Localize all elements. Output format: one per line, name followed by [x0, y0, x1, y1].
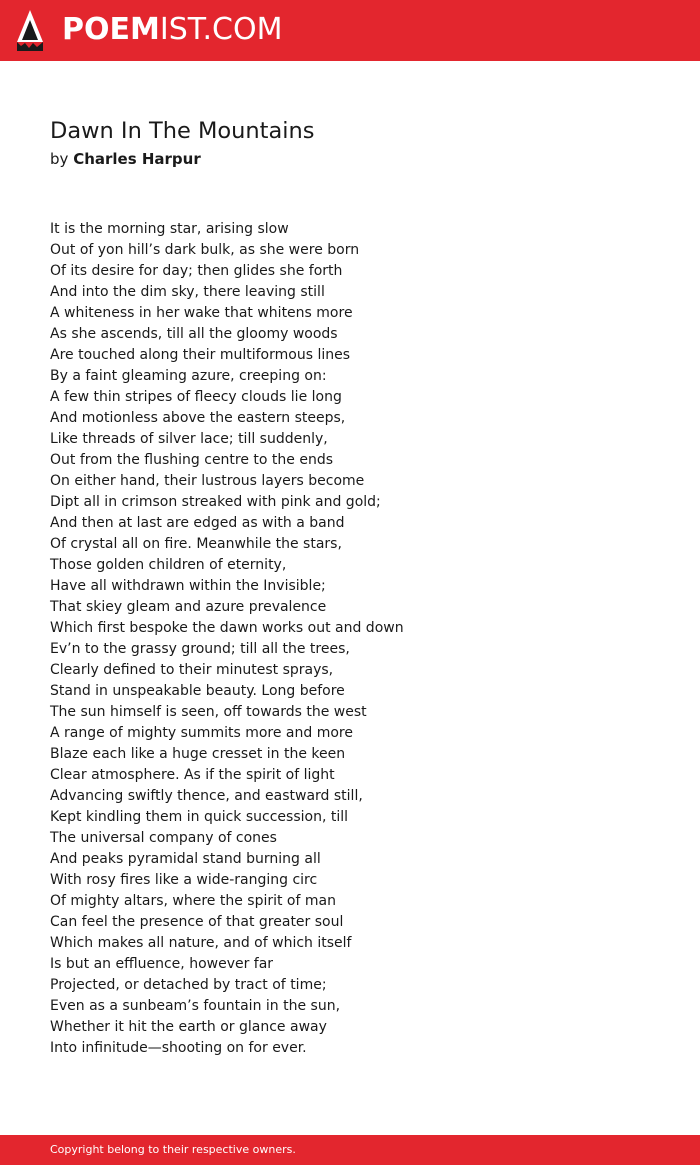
poem-line: Dipt all in crimson streaked with pink and gold;: [50, 494, 381, 510]
poem-line: Into infinitude—shooting on for ever.: [50, 1040, 307, 1056]
poem-line: Projected, or detached by tract of time;: [50, 977, 327, 993]
poem-line: That skiey gleam and azure prevalence: [50, 599, 327, 615]
poem-line: Clear atmosphere. As if the spirit of light: [50, 767, 335, 783]
site-header: [0, 0, 700, 61]
brand-bold-text: POEM: [62, 12, 160, 47]
poem-line: Kept kindling them in quick succession, till: [50, 809, 348, 825]
poem-line: Out from the flushing centre to the ends: [50, 452, 334, 468]
poem-line: On either hand, their lustrous layers become: [50, 473, 365, 489]
poem-line: It is the morning star, arising slow: [50, 221, 289, 237]
poem-line: And motionless above the eastern steeps,: [50, 410, 346, 426]
pencil-logo-icon: [17, 10, 43, 51]
poem-line: Blaze each like a huge cresset in the keen: [50, 746, 346, 762]
poem-line: Is but an effluence, however far: [50, 956, 274, 972]
poem-line: Of crystal all on fire. Meanwhile the stars,: [50, 536, 342, 552]
poem-line: A whiteness in her wake that whitens more: [50, 305, 353, 321]
poem-line: Can feel the presence of that greater soul: [50, 914, 344, 930]
poem-line: Have all withdrawn within the Invisible;: [50, 578, 326, 594]
site-footer: [0, 1135, 700, 1165]
poem-line: The sun himself is seen, off towards the west: [50, 704, 367, 720]
poem-line: Even as a sunbeam’s fountain in the sun,: [50, 998, 341, 1014]
poem-line: A few thin stripes of fleecy clouds lie long: [50, 389, 342, 405]
author-name: Charles Harpur: [73, 150, 201, 168]
poem-body: [50, 219, 670, 1059]
poem-line: Ev’n to the grassy ground; till all the trees,: [50, 641, 350, 657]
poem-line: Advancing swiftly thence, and eastward still,: [50, 788, 363, 804]
poem-line: Which first bespoke the dawn works out and down: [50, 620, 404, 636]
site-logo-text[interactable]: [62, 13, 282, 47]
poem-line: Which makes all nature, and of which itself: [50, 935, 352, 951]
poem-line: Stand in unspeakable beauty. Long before: [50, 683, 345, 699]
poem-line: By a faint gleaming azure, creeping on:: [50, 368, 327, 384]
poem-byline: [50, 149, 201, 169]
poem-line: The universal company of cones: [50, 830, 277, 846]
poem-line: Like threads of silver lace; till suddenly,: [50, 431, 328, 447]
poem-line: As she ascends, till all the gloomy woods: [50, 326, 338, 342]
poem-line: Of mighty altars, where the spirit of man: [50, 893, 336, 909]
copyright-text: Copyright belong to their respective owners.: [50, 1143, 296, 1156]
poem-line: Whether it hit the earth or glance away: [50, 1019, 327, 1035]
poem-line: Those golden children of eternity,: [50, 557, 287, 573]
brand-light-text: IST.COM: [159, 12, 283, 47]
poem-line: Out of yon hill’s dark bulk, as she were born: [50, 242, 360, 258]
poem-line: With rosy fires like a wide-ranging circ: [50, 872, 318, 888]
poem-title: Dawn In The Mountains: [50, 118, 315, 144]
by-label: by: [50, 150, 69, 168]
poem-line: Are touched along their multiformous lines: [50, 347, 351, 363]
poem-line: And into the dim sky, there leaving still: [50, 284, 325, 300]
poem-line: And then at last are edged as with a band: [50, 515, 345, 531]
poem-line: And peaks pyramidal stand burning all: [50, 851, 321, 867]
poem-line: A range of mighty summits more and more: [50, 725, 353, 741]
poem-line: Of its desire for day; then glides she forth: [50, 263, 343, 279]
poem-line: Clearly defined to their minutest sprays,: [50, 662, 334, 678]
